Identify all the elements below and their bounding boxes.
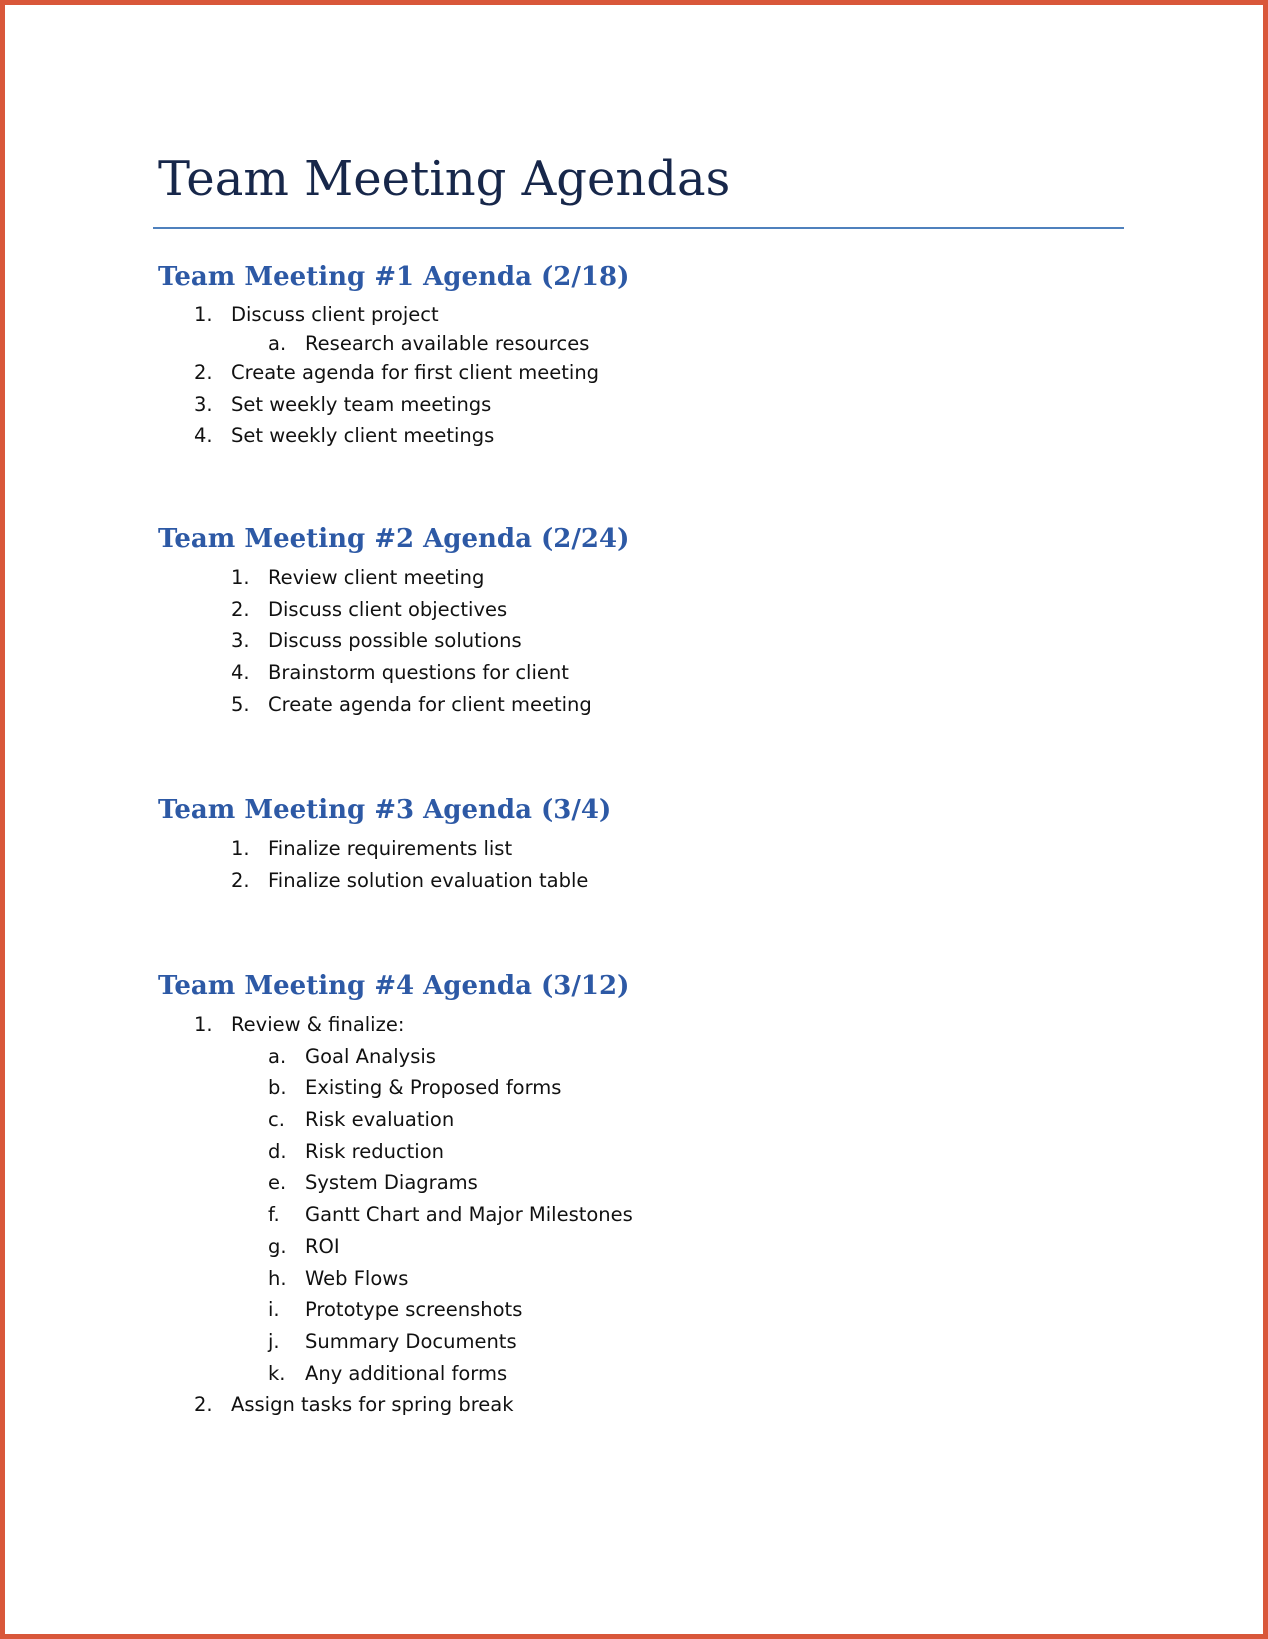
- list-marker: a.: [268, 332, 287, 355]
- list-item-text: Risk reduction: [305, 1139, 445, 1163]
- list-item-text: Review client meeting: [268, 566, 485, 589]
- list-item-text: Finalize requirements list: [268, 837, 513, 860]
- page-title: Team Meeting Agendas: [158, 151, 731, 207]
- list-item-text: Create agenda for first client meeting: [231, 361, 600, 384]
- list-item-text: Review & finalize:: [231, 1013, 405, 1036]
- list-item: [268, 1041, 1058, 1073]
- list-item: [231, 689, 1058, 721]
- list-marker: h.: [268, 1266, 287, 1290]
- list-marker: 1.: [194, 303, 213, 326]
- list-marker: 3.: [194, 392, 213, 416]
- list-marker: 1.: [231, 566, 250, 589]
- list-item-text: Brainstorm questions for client: [268, 661, 569, 685]
- agenda-section-1: [158, 261, 1058, 453]
- list-marker: 1.: [231, 837, 250, 860]
- list-item: [194, 300, 1058, 329]
- section-heading: Team Meeting #4 Agenda (3/12): [158, 971, 630, 1001]
- section-heading: Team Meeting #1 Agenda (2/18): [158, 262, 630, 292]
- agenda-section-3: [158, 794, 1058, 896]
- list-item-text: Any additional forms: [305, 1361, 508, 1385]
- agenda-section-4: [158, 970, 1058, 1421]
- list-item: [268, 1104, 1058, 1136]
- list-marker: c.: [268, 1108, 285, 1132]
- list-marker: b.: [268, 1076, 287, 1100]
- list-item-text: System Diagrams: [305, 1171, 478, 1195]
- list-item-text: Discuss possible solutions: [268, 629, 522, 653]
- list-marker: 4.: [194, 424, 213, 447]
- list-item: [231, 562, 1058, 594]
- list-marker: 3.: [231, 629, 250, 653]
- list-marker: a.: [268, 1044, 287, 1068]
- list-marker: e.: [268, 1171, 287, 1195]
- list-marker: k.: [268, 1361, 286, 1385]
- section-heading: Team Meeting #3 Agenda (3/4): [158, 795, 612, 825]
- list-item-text: Set weekly team meetings: [231, 392, 492, 416]
- list-marker: 2.: [194, 361, 213, 384]
- list-item-text: Summary Documents: [305, 1329, 517, 1353]
- list-item-text: Create agenda for client meeting: [268, 692, 592, 716]
- list-item: [231, 594, 1058, 626]
- list-item: [231, 625, 1058, 657]
- list-marker: 2.: [194, 1393, 213, 1417]
- list-item-text: Assign tasks for spring break: [231, 1393, 514, 1417]
- section-heading: Team Meeting #2 Agenda (2/24): [158, 524, 630, 554]
- list-item-text: Gantt Chart and Major Milestones: [305, 1203, 633, 1227]
- list-item: [268, 1136, 1058, 1168]
- title-divider: [153, 227, 1124, 229]
- list-item-text: Discuss client objectives: [268, 597, 508, 621]
- list-marker: g.: [268, 1234, 287, 1258]
- list-item: [268, 1199, 1058, 1231]
- list-item-text: Goal Analysis: [305, 1044, 436, 1068]
- list-item-text: Existing & Proposed forms: [305, 1076, 562, 1100]
- list-marker: j.: [268, 1329, 280, 1353]
- agenda-section-2: [158, 523, 1058, 720]
- list-marker: 5.: [231, 692, 250, 716]
- list-item: [194, 421, 1058, 453]
- list-item-text: Web Flows: [305, 1266, 409, 1290]
- list-item: [194, 358, 1058, 390]
- list-item-text: ROI: [305, 1234, 340, 1258]
- list-item: [268, 1167, 1058, 1199]
- list-marker: 2.: [231, 868, 250, 892]
- list-item-text: Research available resources: [305, 332, 590, 355]
- list-item: [194, 1389, 1058, 1421]
- list-item: [268, 329, 1058, 358]
- list-marker: 2.: [231, 597, 250, 621]
- list-item: [231, 865, 1058, 897]
- list-item: [231, 833, 1058, 865]
- list-item: [268, 1263, 1058, 1295]
- list-item: [268, 1072, 1058, 1104]
- list-item-text: Set weekly client meetings: [231, 424, 495, 447]
- list-item-text: Finalize solution evaluation table: [268, 868, 589, 892]
- list-item: [268, 1294, 1058, 1326]
- list-item-text: Prototype screenshots: [305, 1298, 523, 1322]
- list-marker: i.: [268, 1298, 280, 1322]
- list-item: [268, 1326, 1058, 1358]
- list-item-text: Discuss client project: [231, 303, 439, 326]
- list-item: [231, 657, 1058, 689]
- list-item: [268, 1358, 1058, 1390]
- list-marker: f.: [268, 1203, 280, 1227]
- list-item: [194, 390, 1058, 422]
- list-item: [194, 1009, 1058, 1041]
- list-item: [268, 1231, 1058, 1263]
- list-marker: d.: [268, 1139, 287, 1163]
- list-marker: 4.: [231, 661, 250, 685]
- list-item-text: Risk evaluation: [305, 1108, 455, 1132]
- list-marker: 1.: [194, 1013, 213, 1036]
